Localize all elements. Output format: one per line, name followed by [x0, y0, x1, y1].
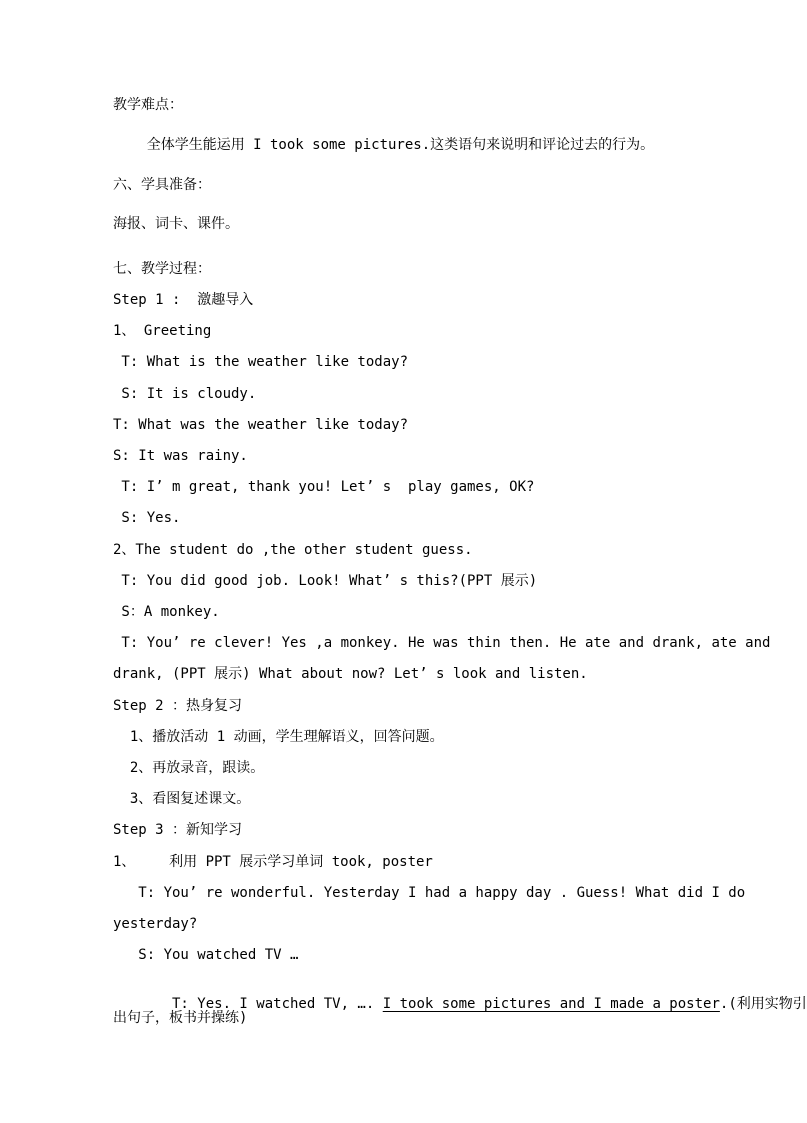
dialog-line: S: It is cloudy.	[113, 386, 257, 402]
dialog-line: T: I’ m great, thank you! Let’ s play games, OK?	[113, 479, 535, 495]
activity-item-2: 2、The student do ,the other student guess.	[113, 542, 473, 558]
dialog-line-continued: yesterday?	[113, 916, 198, 932]
step-2-item-2: 2、再放录音，跟读。	[113, 760, 265, 776]
dialog-suffix: .(利用实物引	[719, 996, 807, 1012]
dialog-line: T: What was the weather like today?	[113, 417, 409, 433]
materials-text: 海报、词卡、课件。	[113, 216, 239, 232]
dialog-line: T: What is the weather like today?	[113, 354, 409, 370]
dialog-line: S: It was rainy.	[113, 448, 248, 464]
greeting-item: 1、 Greeting	[113, 323, 212, 339]
dialog-line: T: You did good job. Look! What’ s this?(PPT 展示)	[113, 573, 538, 589]
dialog-line: S: Yes.	[113, 510, 181, 526]
heading-teaching-difficulty: 教学难点：	[113, 97, 183, 113]
step-1-heading: Step 1 : 激趣导入	[113, 292, 254, 308]
dialog-line-continued: 出句子，板书并操练)	[113, 1010, 248, 1026]
dialog-line: T: You’ re clever! Yes ,a monkey. He was thin then. He ate and drank, ate and	[113, 635, 771, 651]
dialog-line-continued: drank, (PPT 展示) What about now? Let’ s look and listen.	[113, 666, 588, 682]
dialog-line: S：A monkey.	[113, 604, 220, 620]
step-3-item-1: 1、 利用 PPT 展示学习单词 took, poster	[113, 854, 433, 870]
heading-teaching-process: 七、教学过程：	[113, 261, 211, 277]
dialog-prefix: T: Yes. I watched TV, ….	[146, 996, 383, 1012]
difficulty-text: 全体学生能运用 I took some pictures.这类语句来说明和评论过去的行为。	[113, 137, 655, 153]
step-3-heading: Step 3 ：新知学习	[113, 822, 243, 838]
step-2-item-3: 3、看图复述课文。	[113, 791, 251, 807]
target-sentence-underlined: I took some pictures and I made a poster	[382, 996, 720, 1012]
dialog-line: S: You watched TV …	[113, 947, 299, 963]
step-2-heading: Step 2 ：热身复习	[113, 698, 243, 714]
dialog-line: T: You’ re wonderful. Yesterday I had a happy day . Guess! What did I do	[113, 885, 746, 901]
step-2-item-1: 1、播放活动 1 动画，学生理解语义，回答问题。	[113, 729, 444, 745]
heading-materials: 六、学具准备：	[113, 177, 211, 193]
